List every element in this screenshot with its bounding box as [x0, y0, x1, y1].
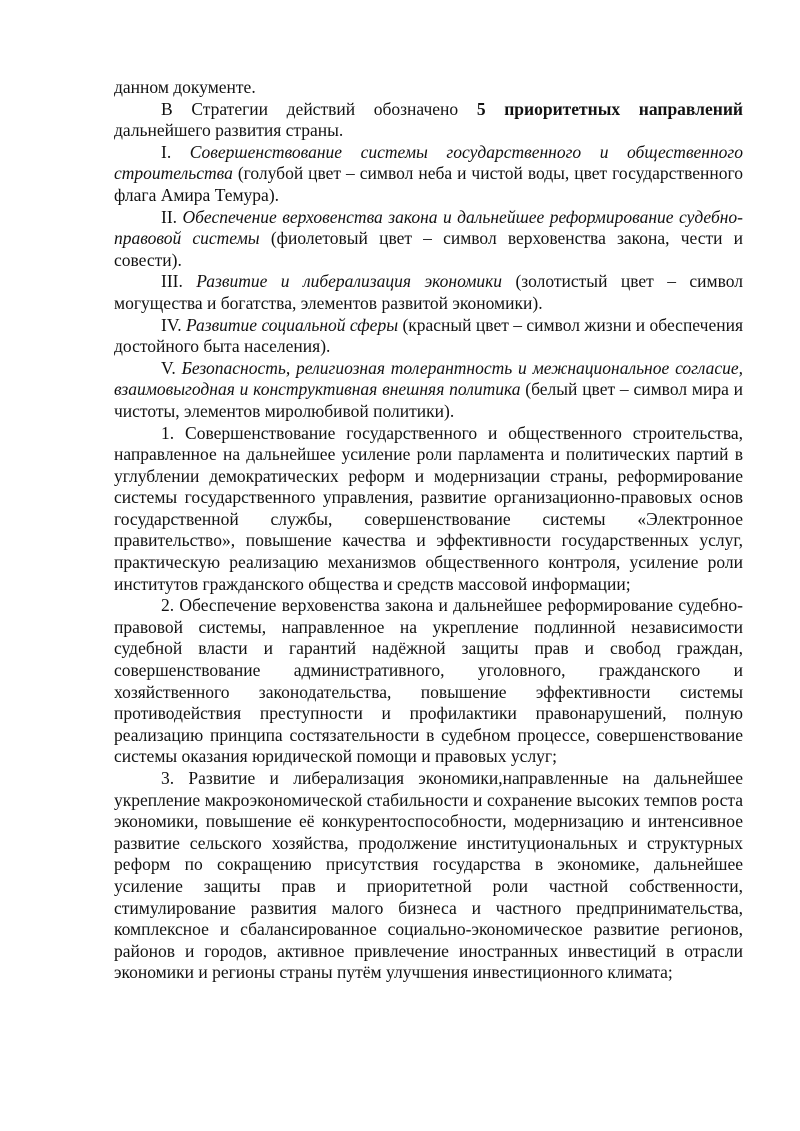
direction-title: Совершенствование системы государственного и общественного строительства [114, 141, 743, 184]
direction-5 [114, 358, 743, 423]
direction-number: IV. [161, 314, 186, 335]
direction-2 [114, 207, 743, 272]
list-item-3: 3. Развитие и либерализация экономики,направленные на дальнейшее укрепление макроэкономической стабильности и сохранение высоких темпов роста экономики, повышение её конкурентоспособности, модернизацию и интенсивное развитие сельского хозяйства, продолжение институциональных и структурных реформ по сокращению присутствия государства в экономике, дальнейшее усиление защиты прав и приоритетной роли частной собственности, стимулирование развития малого бизнеса и частного предпринимательства, комплексное и сбалансированное социально-экономическое развитие регионов, районов и городов, активное привлечение иностранных инвестиций в отрасли экономики и регионы страны путём улучшения инвестиционного климата; [114, 768, 743, 983]
direction-4 [114, 315, 743, 358]
direction-number: V. [161, 357, 182, 378]
direction-number: II. [161, 206, 183, 227]
direction-description: (фиолетовый цвет – символ верховенства закона, чести и совести). [114, 228, 743, 270]
direction-number: III. [161, 271, 197, 292]
list-item-1: 1. Совершенствование государственного и общественного строительства, направленное на дальнейшее усиление роли парламента и политических партий в углублении демократических реформ и модернизации страны, реформирование системы государственного управления, развитие организационно-правовых основ государственной службы, совершенствование системы «Электронное правительство», повышение качества и эффективности государственных услуг, практическую реализацию механизмов общественного контроля, усиление роли институтов гражданского общества и средств массовой информации; [114, 422, 743, 594]
direction-description: (белый цвет – символ мира и чистоты, элементов миролюбивой политики). [114, 379, 743, 421]
direction-description: (красный цвет – символ жизни и обеспечения достойного быта населения). [114, 314, 743, 357]
document-page [114, 77, 743, 984]
direction-description: (голубой цвет – символ неба и чистой воды, цвет государственного флага Амира Темура). [114, 163, 743, 205]
paragraph-continuation: данном документе. [114, 77, 256, 97]
direction-3 [114, 271, 743, 314]
direction-title: Обеспечение верховенства закона и дальнейшее реформирование судебно-правовой системы [114, 206, 744, 249]
intro-bold-text: 5 приоритетных направлений [476, 98, 743, 119]
direction-number: I. [161, 141, 190, 162]
direction-1 [114, 142, 743, 207]
direction-title: Развитие и либерализация экономики [196, 271, 503, 292]
paragraph-intro [114, 99, 743, 142]
list-item-2: 2. Обеспечение верховенства закона и дальнейшее реформирование судебно-правовой системы, направленное на укрепление подлинной независимости судебной власти и гарантий надёжной защиты прав и свобод граждан, совершенствование административного, уголовного, гражданского и хозяйственного законодательства, повышение эффективности системы противодействия преступности и профилактики правонарушений, полную реализацию принципа состязательности в судебном процессе, совершенствование системы оказания юридической помощи и правовых услуг; [114, 595, 743, 767]
direction-description: (золотистый цвет – символ могущества и богатства, элементов развитой экономики). [114, 271, 743, 313]
intro-text: В Стратегии действий обозначено [161, 98, 477, 119]
direction-title: Безопасность, религиозная толерантность и межнациональное согласие, взаимовыгодная и конструктивная внешняя политика [114, 357, 744, 400]
intro-text-end: дальнейшего развития страны. [114, 120, 344, 141]
direction-title: Развитие социальной сферы [185, 314, 399, 335]
